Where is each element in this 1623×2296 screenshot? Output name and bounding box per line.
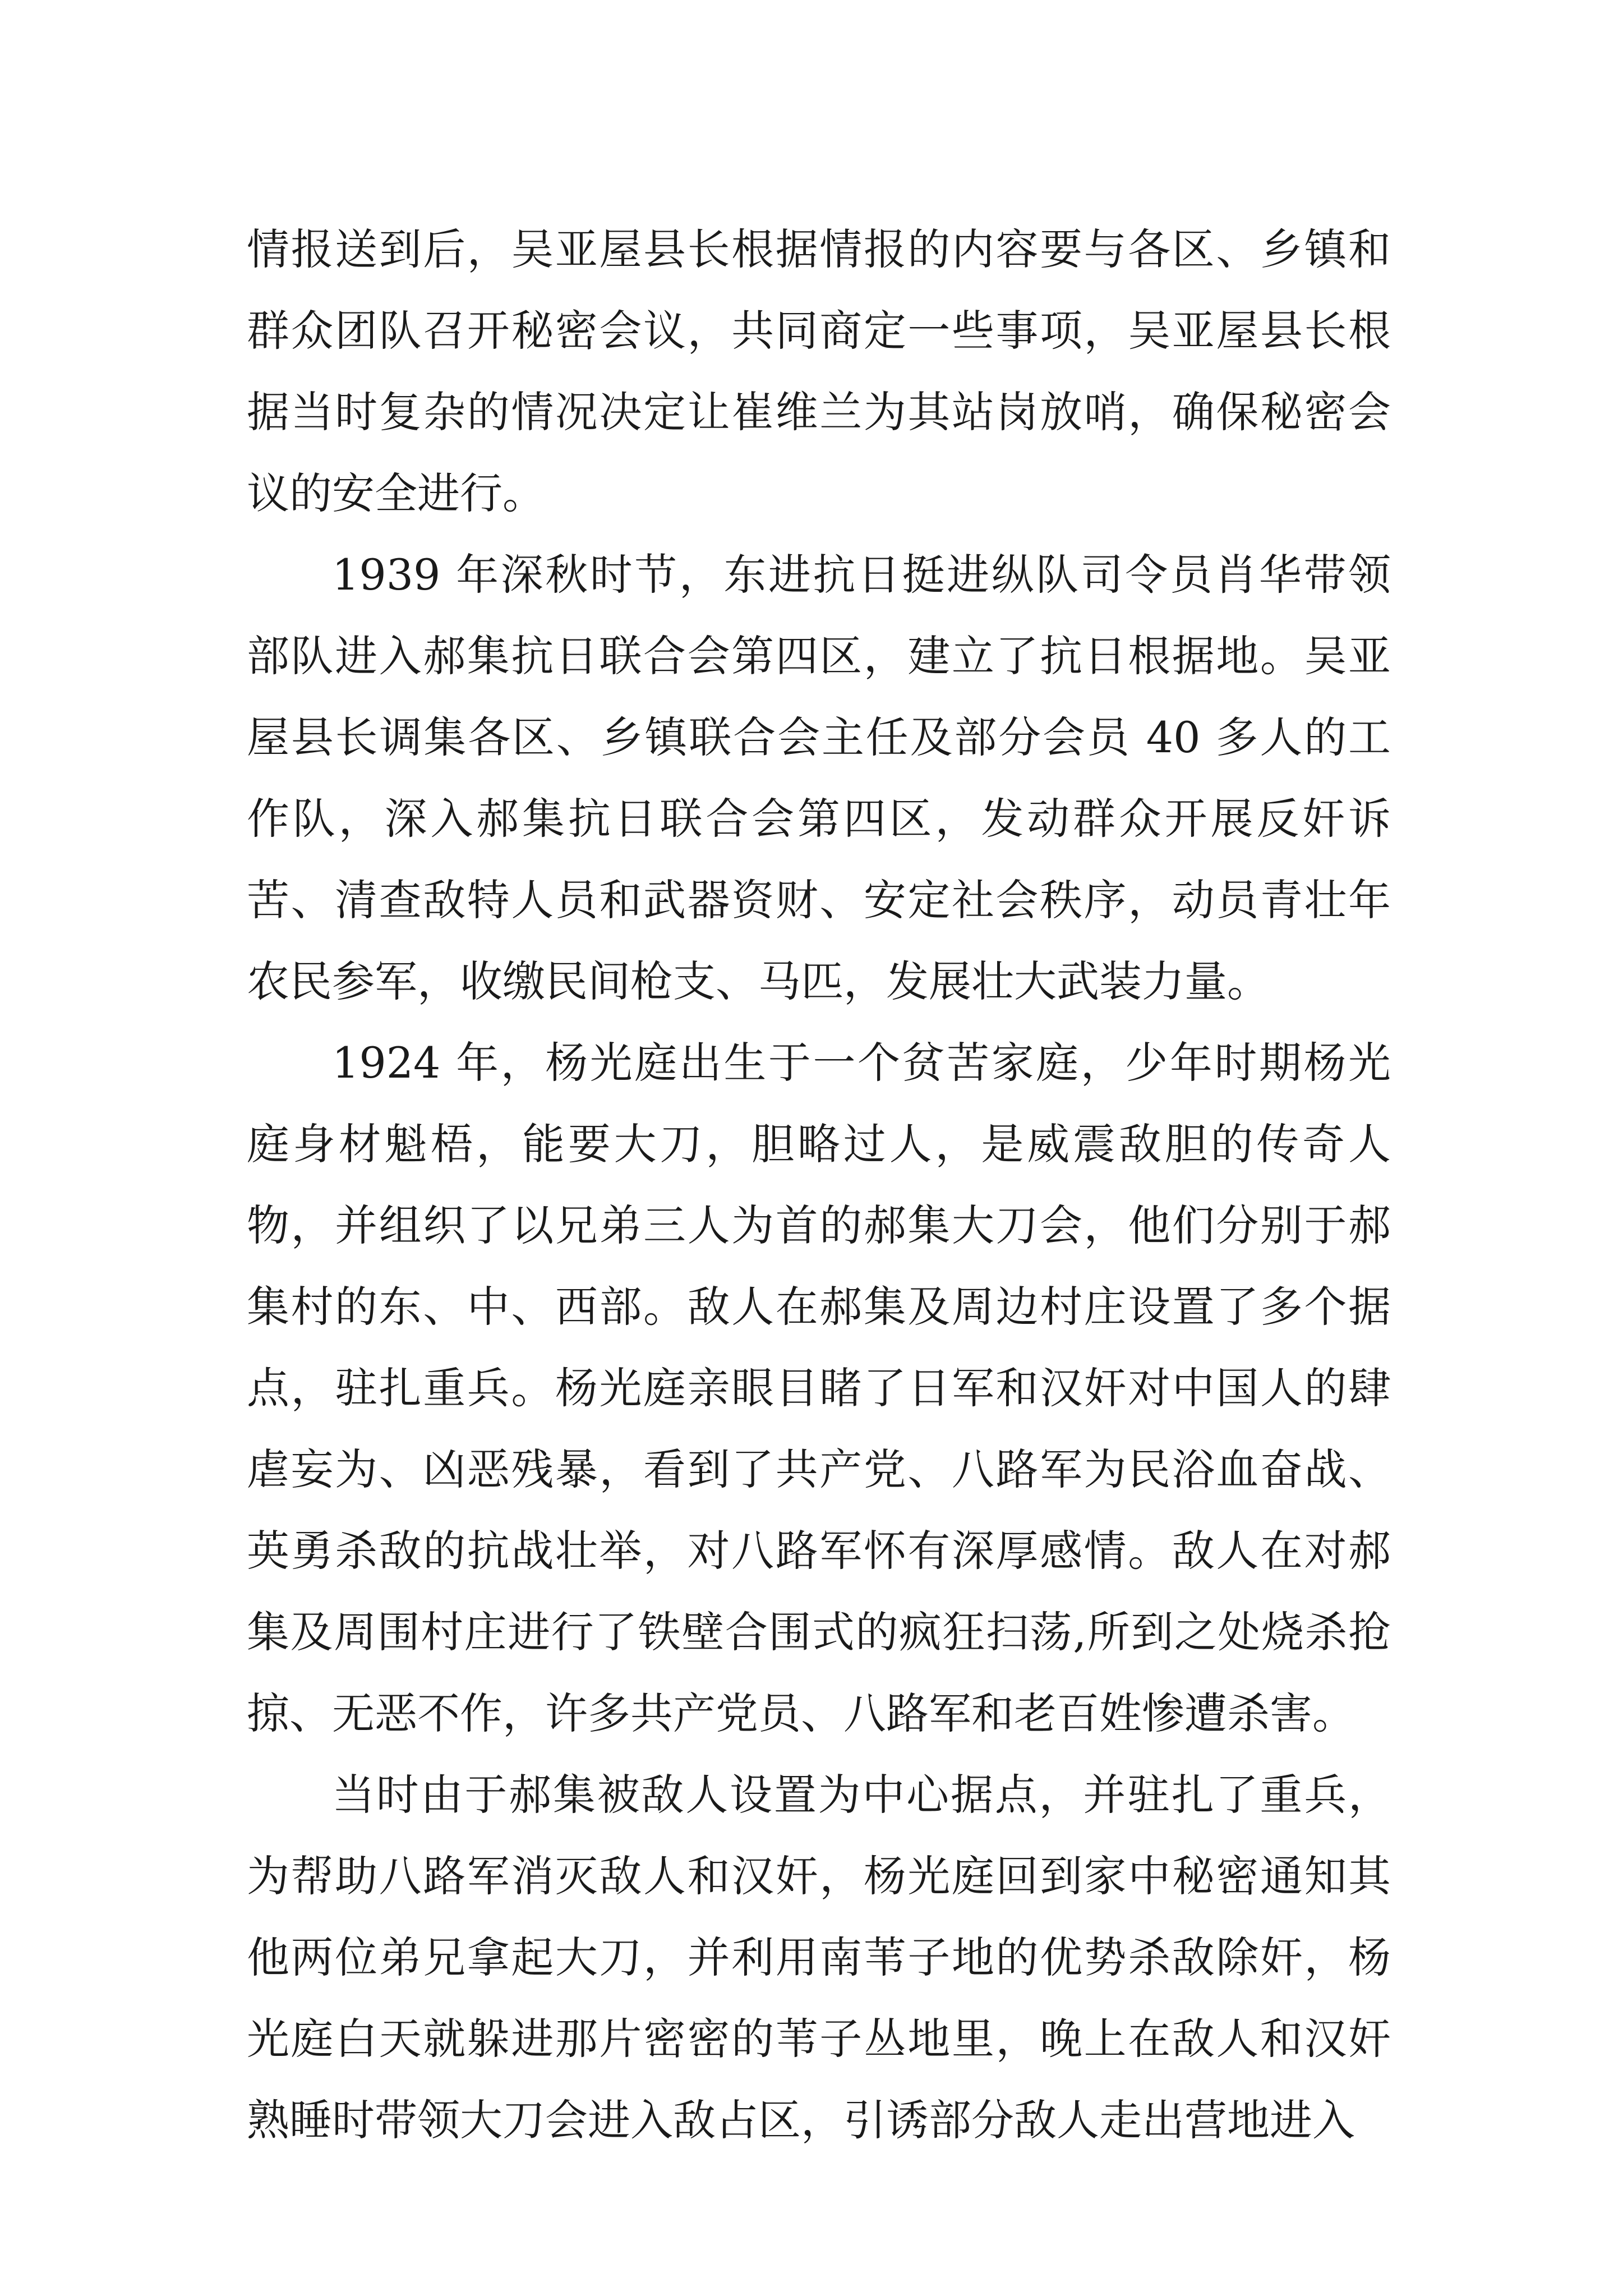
paragraph-reed-field: 当时由于郝集被敌人设置为中心据点，并驻扎了重兵，为帮助八路军消灭敌人和汉奸，杨光庭回到家中秘密通知其他两位弟兄拿起大刀，并利用南苇子地的优势杀敌除奸，杨光庭白天就躲进那片密密的苇子丛地里，晚上在敌人和汉奸熟睡时带领大刀会进入敌占区，引诱部分敌人走出营地进入 bbox=[247, 1770, 1391, 2145]
paragraph-1939-base: 1939 年深秋时节，东进抗日挺进纵队司令员肖华带领部队进入郝集抗日联合会第四区，建立了抗日根据地。吴亚屋县长调集各区、乡镇联合会主任及部分会员 40 多人的工作队，深入郝集抗日联合会第四区，发动群众开展反奸诉苦、清查敌特人员和武器资财、安定社会秩序，动员青壮年农民参军，收缴民间枪支、马匹，发展壮大武装力量。 bbox=[247, 550, 1391, 1006]
body-text bbox=[247, 209, 1391, 2161]
paragraph-1924-yang-guangting: 1924 年，杨光庭出生于一个贫苦家庭，少年时期杨光庭身材魁梧，能要大刀，胆略过人，是威震敌胆的传奇人物，并组织了以兄弟三人为首的郝集大刀会，他们分别于郝集村的东、中、西部。敌人在郝集及周边村庄设置了多个据点，驻扎重兵。杨光庭亲眼目睹了日军和汉奸对中国人的肆虐妄为、凶恶残暴，看到了共产党、八路军为民浴血奋战、英勇杀敌的抗战壮举，对八路军怀有深厚感情。敌人在对郝集及周围村庄进行了铁壁合围式的疯狂扫荡,所到之处烧杀抢掠、无恶不作，许多共产党员、八路军和老百姓惨遭杀害。 bbox=[247, 1038, 1391, 1738]
paragraph-intelligence-meeting: 情报送到后，吴亚屋县长根据情报的内容要与各区、乡镇和群众团队召开秘密会议，共同商定一些事项，吴亚屋县长根据当时复杂的情况决定让崔维兰为其站岗放哨，确保秘密会议的安全进行。 bbox=[247, 224, 1391, 518]
